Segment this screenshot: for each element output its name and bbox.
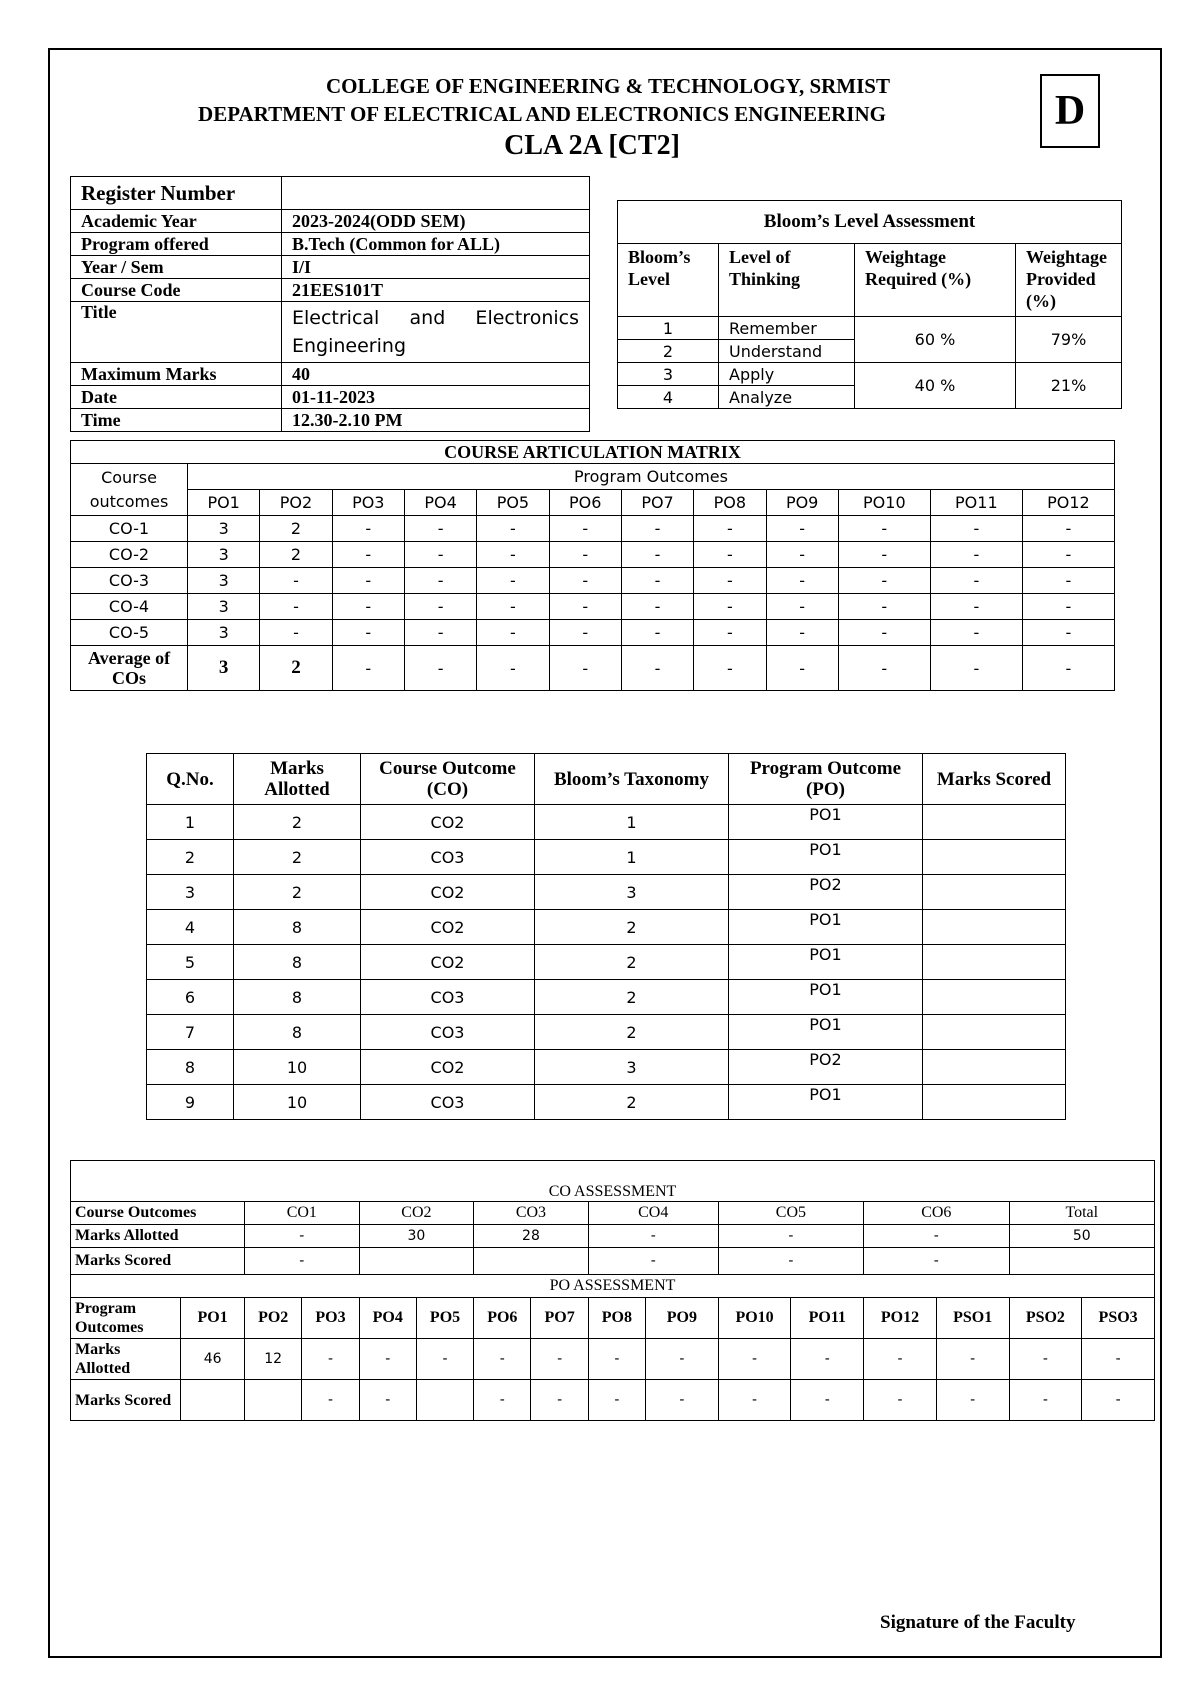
- matrix-average-cell: -: [1022, 646, 1114, 691]
- po-marks-allotted: -: [588, 1339, 645, 1380]
- po-marks-scored[interactable]: -: [588, 1380, 645, 1421]
- matrix-cell: -: [930, 542, 1022, 568]
- matrix-po-col: PO6: [549, 490, 621, 516]
- info-value: B.Tech (Common for ALL): [282, 233, 590, 256]
- matrix-cell: -: [260, 620, 332, 646]
- matrix-cell: -: [549, 620, 621, 646]
- po-col-header: PO8: [588, 1298, 645, 1339]
- matrix-cell: -: [766, 594, 838, 620]
- po-marks-allotted: -: [646, 1339, 719, 1380]
- matrix-cell: -: [621, 620, 693, 646]
- matrix-cell: -: [766, 568, 838, 594]
- matrix-row: [71, 568, 1115, 594]
- matrix-cell: -: [694, 542, 766, 568]
- info-value: 2023-2024(ODD SEM): [282, 210, 590, 233]
- po-marks-scored[interactable]: -: [791, 1380, 864, 1421]
- bloom-header: Level of Thinking: [719, 244, 855, 317]
- matrix-cell: -: [766, 516, 838, 542]
- matrix-co-header: Course outcomes: [71, 464, 188, 516]
- question-bloom: 2: [535, 980, 729, 1015]
- co-col-header: CO2: [359, 1202, 474, 1225]
- co-marks-allotted: 50: [1009, 1225, 1154, 1248]
- matrix-cell: -: [838, 620, 930, 646]
- question-set-badge: D: [1040, 74, 1100, 148]
- question-bloom: 2: [535, 910, 729, 945]
- co-marks-allotted: 30: [359, 1225, 474, 1248]
- matrix-average-label: Average of COs: [71, 646, 188, 691]
- question-marks: 8: [234, 910, 361, 945]
- question-row: [147, 910, 1066, 945]
- matrix-cell: 3: [188, 594, 260, 620]
- matrix-average-cell: -: [694, 646, 766, 691]
- co-col-header: CO6: [864, 1202, 1009, 1225]
- matrix-cell: -: [838, 568, 930, 594]
- weightage-provided: 79%: [1016, 317, 1122, 363]
- po-col-header: PO10: [718, 1298, 791, 1339]
- question-bloom: 2: [535, 1015, 729, 1050]
- info-label: Time: [71, 409, 282, 432]
- matrix-cell: 2: [260, 516, 332, 542]
- marks-scored-field[interactable]: [923, 805, 1066, 840]
- marks-scored-field[interactable]: [923, 1050, 1066, 1085]
- co-marks-allotted: -: [588, 1225, 718, 1248]
- co-marks-scored[interactable]: -: [718, 1248, 863, 1275]
- matrix-cell: -: [549, 568, 621, 594]
- matrix-row: [71, 620, 1115, 646]
- info-label: Maximum Marks: [71, 363, 282, 386]
- question-q: 7: [147, 1015, 234, 1050]
- co-marks-scored[interactable]: -: [245, 1248, 360, 1275]
- college-name: COLLEGE OF ENGINEERING & TECHNOLOGY, SRMIST: [325, 74, 890, 98]
- matrix-cell: -: [694, 594, 766, 620]
- co-row-label: Marks Scored: [71, 1248, 245, 1275]
- po-marks-scored[interactable]: -: [531, 1380, 588, 1421]
- co-row-label: Course Outcomes: [71, 1202, 245, 1225]
- question-marks: 8: [234, 945, 361, 980]
- question-bloom: 2: [535, 945, 729, 980]
- matrix-cell: -: [766, 620, 838, 646]
- co-marks-allotted: -: [245, 1225, 360, 1248]
- matrix-po-col: PO11: [930, 490, 1022, 516]
- co-assessment-caption: CO ASSESSMENT: [71, 1161, 1155, 1202]
- po-marks-scored[interactable]: -: [864, 1380, 937, 1421]
- question-po: PO1: [729, 1085, 923, 1120]
- bloom-level: 2: [618, 340, 719, 363]
- question-q: 9: [147, 1085, 234, 1120]
- q-header: Marks Allotted: [234, 754, 361, 805]
- co-marks-allotted: -: [864, 1225, 1009, 1248]
- marks-scored-field[interactable]: [923, 840, 1066, 875]
- matrix-cell: -: [694, 620, 766, 646]
- po-assessment-row: [71, 1339, 1155, 1380]
- matrix-cell: -: [930, 516, 1022, 542]
- department-name: DEPARTMENT OF ELECTRICAL AND ELECTRONICS ENGINEERING: [198, 102, 886, 126]
- po-col-header: PO7: [531, 1298, 588, 1339]
- question-row: [147, 980, 1066, 1015]
- po-marks-scored[interactable]: -: [936, 1380, 1009, 1421]
- course-title: [282, 302, 590, 363]
- matrix-co-label: CO-4: [71, 594, 188, 620]
- matrix-cell: -: [694, 516, 766, 542]
- assessment-table: [70, 1160, 1155, 1421]
- info-label: Year / Sem: [71, 256, 282, 279]
- matrix-cell: -: [260, 568, 332, 594]
- info-value: 21EES101T: [282, 279, 590, 302]
- po-marks-allotted: -: [791, 1339, 864, 1380]
- matrix-cell: -: [332, 594, 404, 620]
- matrix-po-col: PO2: [260, 490, 332, 516]
- exam-info-table: [70, 176, 590, 432]
- po-col-header: PO4: [359, 1298, 416, 1339]
- po-assessment-row: [71, 1380, 1155, 1421]
- bloom-thinking: Remember: [719, 317, 855, 340]
- matrix-average-cell: 3: [188, 646, 260, 691]
- matrix-cell: -: [930, 568, 1022, 594]
- matrix-cell: -: [477, 568, 549, 594]
- matrix-cell: -: [404, 594, 476, 620]
- marks-scored-field[interactable]: [923, 980, 1066, 1015]
- matrix-cell: -: [621, 542, 693, 568]
- matrix-cell: -: [549, 542, 621, 568]
- matrix-cell: 3: [188, 568, 260, 594]
- question-row: [147, 1050, 1066, 1085]
- po-marks-allotted: -: [1009, 1339, 1082, 1380]
- question-marks-table: [146, 753, 1066, 1120]
- question-marks: 10: [234, 1085, 361, 1120]
- info-label: Academic Year: [71, 210, 282, 233]
- question-po: PO1: [729, 805, 923, 840]
- matrix-cell: -: [838, 542, 930, 568]
- co-marks-scored[interactable]: [359, 1248, 474, 1275]
- matrix-po-col: PO8: [694, 490, 766, 516]
- po-marks-allotted: -: [531, 1339, 588, 1380]
- info-value: 01-11-2023: [282, 386, 590, 409]
- matrix-average-cell: -: [766, 646, 838, 691]
- question-q: 5: [147, 945, 234, 980]
- question-row: [147, 1015, 1066, 1050]
- question-po: PO2: [729, 875, 923, 910]
- weightage-required: 40 %: [855, 363, 1016, 409]
- info-value: 12.30-2.10 PM: [282, 409, 590, 432]
- matrix-co-label: CO-5: [71, 620, 188, 646]
- matrix-cell: -: [477, 620, 549, 646]
- question-po: PO1: [729, 945, 923, 980]
- marks-scored-field[interactable]: [923, 910, 1066, 945]
- info-value: 40: [282, 363, 590, 386]
- question-marks: 10: [234, 1050, 361, 1085]
- bloom-level: 1: [618, 317, 719, 340]
- question-marks: 8: [234, 980, 361, 1015]
- matrix-cell: 2: [260, 542, 332, 568]
- question-co: CO2: [361, 910, 535, 945]
- po-col-header: PO3: [302, 1298, 359, 1339]
- po-marks-scored[interactable]: -: [1009, 1380, 1082, 1421]
- po-col-header: PO2: [245, 1298, 302, 1339]
- weightage-required: 60 %: [855, 317, 1016, 363]
- po-marks-scored[interactable]: -: [1082, 1380, 1155, 1421]
- bloom-level: 4: [618, 386, 719, 409]
- co-marks-scored[interactable]: -: [588, 1248, 718, 1275]
- question-bloom: 2: [535, 1085, 729, 1120]
- matrix-cell: -: [549, 594, 621, 620]
- matrix-cell: -: [332, 516, 404, 542]
- matrix-cell: 3: [188, 620, 260, 646]
- question-co: CO2: [361, 945, 535, 980]
- co-marks-scored[interactable]: -: [864, 1248, 1009, 1275]
- title-label: Title: [71, 302, 282, 363]
- matrix-po-col: PO10: [838, 490, 930, 516]
- question-q: 1: [147, 805, 234, 840]
- matrix-cell: -: [1022, 542, 1114, 568]
- matrix-cell: -: [1022, 568, 1114, 594]
- q-header: Marks Scored: [923, 754, 1066, 805]
- info-label: Program offered: [71, 233, 282, 256]
- matrix-row: [71, 516, 1115, 542]
- matrix-row: [71, 542, 1115, 568]
- q-header: Program Outcome (PO): [729, 754, 923, 805]
- po-col-header: PO12: [864, 1298, 937, 1339]
- question-marks: 8: [234, 1015, 361, 1050]
- po-marks-scored[interactable]: -: [302, 1380, 359, 1421]
- matrix-cell: -: [694, 568, 766, 594]
- bloom-header: Weightage Required (%): [855, 244, 1016, 317]
- bloom-thinking: Understand: [719, 340, 855, 363]
- matrix-average-cell: -: [404, 646, 476, 691]
- register-number-field[interactable]: [282, 177, 590, 210]
- po-marks-scored[interactable]: [416, 1380, 473, 1421]
- po-assessment-row: [71, 1298, 1155, 1339]
- matrix-cell: -: [404, 620, 476, 646]
- q-header: Q.No.: [147, 754, 234, 805]
- matrix-average-cell: -: [838, 646, 930, 691]
- marks-scored-field[interactable]: [923, 945, 1066, 980]
- po-marks-allotted: -: [474, 1339, 531, 1380]
- matrix-cell: -: [838, 594, 930, 620]
- bloom-caption: Bloom’s Level Assessment: [618, 201, 1122, 244]
- matrix-cell: -: [1022, 516, 1114, 542]
- po-col-header: PO1: [181, 1298, 245, 1339]
- question-co: CO3: [361, 840, 535, 875]
- po-marks-allotted: -: [864, 1339, 937, 1380]
- co-assessment-row: [71, 1202, 1155, 1225]
- matrix-cell: -: [930, 594, 1022, 620]
- po-col-header: PO6: [474, 1298, 531, 1339]
- matrix-average-cell: -: [332, 646, 404, 691]
- faculty-signature-label: Signature of the Faculty: [880, 1612, 1076, 1633]
- po-marks-allotted: -: [416, 1339, 473, 1380]
- question-q: 3: [147, 875, 234, 910]
- question-co: CO2: [361, 1050, 535, 1085]
- bloom-header: Weightage Provided (%): [1016, 244, 1122, 317]
- question-bloom: 3: [535, 875, 729, 910]
- marks-scored-field[interactable]: [923, 1085, 1066, 1120]
- exam-title: CLA 2A [CT2]: [504, 130, 680, 161]
- po-row-label: Program Outcomes: [71, 1298, 181, 1339]
- question-co: CO3: [361, 1015, 535, 1050]
- matrix-average-cell: 2: [260, 646, 332, 691]
- bloom-level-table: [617, 200, 1122, 409]
- question-po: PO1: [729, 840, 923, 875]
- po-marks-scored[interactable]: [245, 1380, 302, 1421]
- po-marks-allotted: 46: [181, 1339, 245, 1380]
- question-po: PO1: [729, 980, 923, 1015]
- course-articulation-matrix: [70, 440, 1115, 691]
- question-marks: 2: [234, 875, 361, 910]
- question-row: [147, 875, 1066, 910]
- po-row-label: Marks Allotted: [71, 1339, 181, 1380]
- q-header: Course Outcome (CO): [361, 754, 535, 805]
- course-title-line2: Engineering: [292, 335, 406, 357]
- co-col-header: CO4: [588, 1202, 718, 1225]
- bloom-thinking: Analyze: [719, 386, 855, 409]
- po-marks-allotted: 12: [245, 1339, 302, 1380]
- matrix-cell: -: [549, 516, 621, 542]
- info-label: Date: [71, 386, 282, 409]
- marks-scored-field[interactable]: [923, 875, 1066, 910]
- question-row: [147, 840, 1066, 875]
- bloom-level: 3: [618, 363, 719, 386]
- po-marks-scored[interactable]: -: [646, 1380, 719, 1421]
- matrix-cell: -: [332, 542, 404, 568]
- bloom-header: Bloom’s Level: [618, 244, 719, 317]
- matrix-cell: -: [621, 516, 693, 542]
- matrix-po-header: Program Outcomes: [188, 464, 1115, 490]
- matrix-average-cell: -: [477, 646, 549, 691]
- po-marks-allotted: -: [936, 1339, 1009, 1380]
- matrix-cell: -: [766, 542, 838, 568]
- question-marks: 2: [234, 840, 361, 875]
- matrix-cell: -: [404, 542, 476, 568]
- co-assessment-row: [71, 1248, 1155, 1275]
- po-marks-allotted: -: [302, 1339, 359, 1380]
- matrix-cell: -: [621, 594, 693, 620]
- question-po: PO1: [729, 1015, 923, 1050]
- course-title-line1: Electrical and Electronics: [292, 307, 579, 329]
- matrix-po-col: PO9: [766, 490, 838, 516]
- matrix-cell: -: [477, 516, 549, 542]
- co-marks-scored[interactable]: [1009, 1248, 1154, 1275]
- co-col-header: CO3: [474, 1202, 589, 1225]
- matrix-po-col: PO7: [621, 490, 693, 516]
- matrix-row: [71, 594, 1115, 620]
- matrix-cell: 3: [188, 542, 260, 568]
- question-q: 2: [147, 840, 234, 875]
- matrix-po-col: PO12: [1022, 490, 1114, 516]
- question-po: PO1: [729, 910, 923, 945]
- co-col-header: CO5: [718, 1202, 863, 1225]
- co-marks-allotted: -: [718, 1225, 863, 1248]
- question-bloom: 1: [535, 805, 729, 840]
- matrix-co-label: CO-3: [71, 568, 188, 594]
- matrix-cell: -: [332, 620, 404, 646]
- po-assessment-caption: PO ASSESSMENT: [71, 1275, 1155, 1298]
- matrix-co-label: CO-1: [71, 516, 188, 542]
- matrix-cell: -: [838, 516, 930, 542]
- matrix-cell: -: [621, 568, 693, 594]
- po-marks-scored[interactable]: [181, 1380, 245, 1421]
- po-col-header: PSO3: [1082, 1298, 1155, 1339]
- question-row: [147, 1085, 1066, 1120]
- question-bloom: 1: [535, 840, 729, 875]
- question-q: 4: [147, 910, 234, 945]
- co-row-label: Marks Allotted: [71, 1225, 245, 1248]
- po-marks-allotted: -: [1082, 1339, 1155, 1380]
- matrix-cell: -: [1022, 594, 1114, 620]
- matrix-cell: -: [1022, 620, 1114, 646]
- matrix-cell: -: [260, 594, 332, 620]
- po-marks-scored[interactable]: -: [474, 1380, 531, 1421]
- matrix-cell: -: [404, 516, 476, 542]
- matrix-cell: -: [332, 568, 404, 594]
- co-assessment-row: [71, 1225, 1155, 1248]
- po-col-header: PSO2: [1009, 1298, 1082, 1339]
- q-header: Bloom’s Taxonomy: [535, 754, 729, 805]
- question-co: CO3: [361, 980, 535, 1015]
- po-marks-scored[interactable]: -: [718, 1380, 791, 1421]
- marks-scored-field[interactable]: [923, 1015, 1066, 1050]
- co-marks-scored[interactable]: [474, 1248, 589, 1275]
- question-q: 8: [147, 1050, 234, 1085]
- po-marks-allotted: -: [718, 1339, 791, 1380]
- info-label: Course Code: [71, 279, 282, 302]
- co-marks-allotted: 28: [474, 1225, 589, 1248]
- po-col-header: PSO1: [936, 1298, 1009, 1339]
- question-row: [147, 805, 1066, 840]
- po-col-header: PO11: [791, 1298, 864, 1339]
- matrix-caption: COURSE ARTICULATION MATRIX: [71, 441, 1115, 464]
- matrix-cell: -: [930, 620, 1022, 646]
- co-col-header: CO1: [245, 1202, 360, 1225]
- matrix-po-col: PO5: [477, 490, 549, 516]
- matrix-cell: -: [477, 542, 549, 568]
- question-bloom: 3: [535, 1050, 729, 1085]
- matrix-po-col: PO3: [332, 490, 404, 516]
- question-marks: 2: [234, 805, 361, 840]
- matrix-average-cell: -: [621, 646, 693, 691]
- question-co: CO2: [361, 805, 535, 840]
- register-number-label: Register Number: [71, 177, 282, 210]
- po-marks-scored[interactable]: -: [359, 1380, 416, 1421]
- weightage-provided: 21%: [1016, 363, 1122, 409]
- matrix-cell: -: [477, 594, 549, 620]
- question-co: CO3: [361, 1085, 535, 1120]
- matrix-po-col: PO4: [404, 490, 476, 516]
- info-value: I/I: [282, 256, 590, 279]
- matrix-po-col: PO1: [188, 490, 260, 516]
- matrix-co-label: CO-2: [71, 542, 188, 568]
- po-row-label: Marks Scored: [71, 1380, 181, 1421]
- question-row: [147, 945, 1066, 980]
- matrix-cell: -: [404, 568, 476, 594]
- po-col-header: PO9: [646, 1298, 719, 1339]
- question-co: CO2: [361, 875, 535, 910]
- matrix-average-cell: -: [930, 646, 1022, 691]
- bloom-thinking: Apply: [719, 363, 855, 386]
- matrix-cell: 3: [188, 516, 260, 542]
- matrix-average-cell: -: [549, 646, 621, 691]
- question-po: PO2: [729, 1050, 923, 1085]
- po-marks-allotted: -: [359, 1339, 416, 1380]
- co-col-header: Total: [1009, 1202, 1154, 1225]
- matrix-average-row: [71, 646, 1115, 691]
- po-col-header: PO5: [416, 1298, 473, 1339]
- question-q: 6: [147, 980, 234, 1015]
